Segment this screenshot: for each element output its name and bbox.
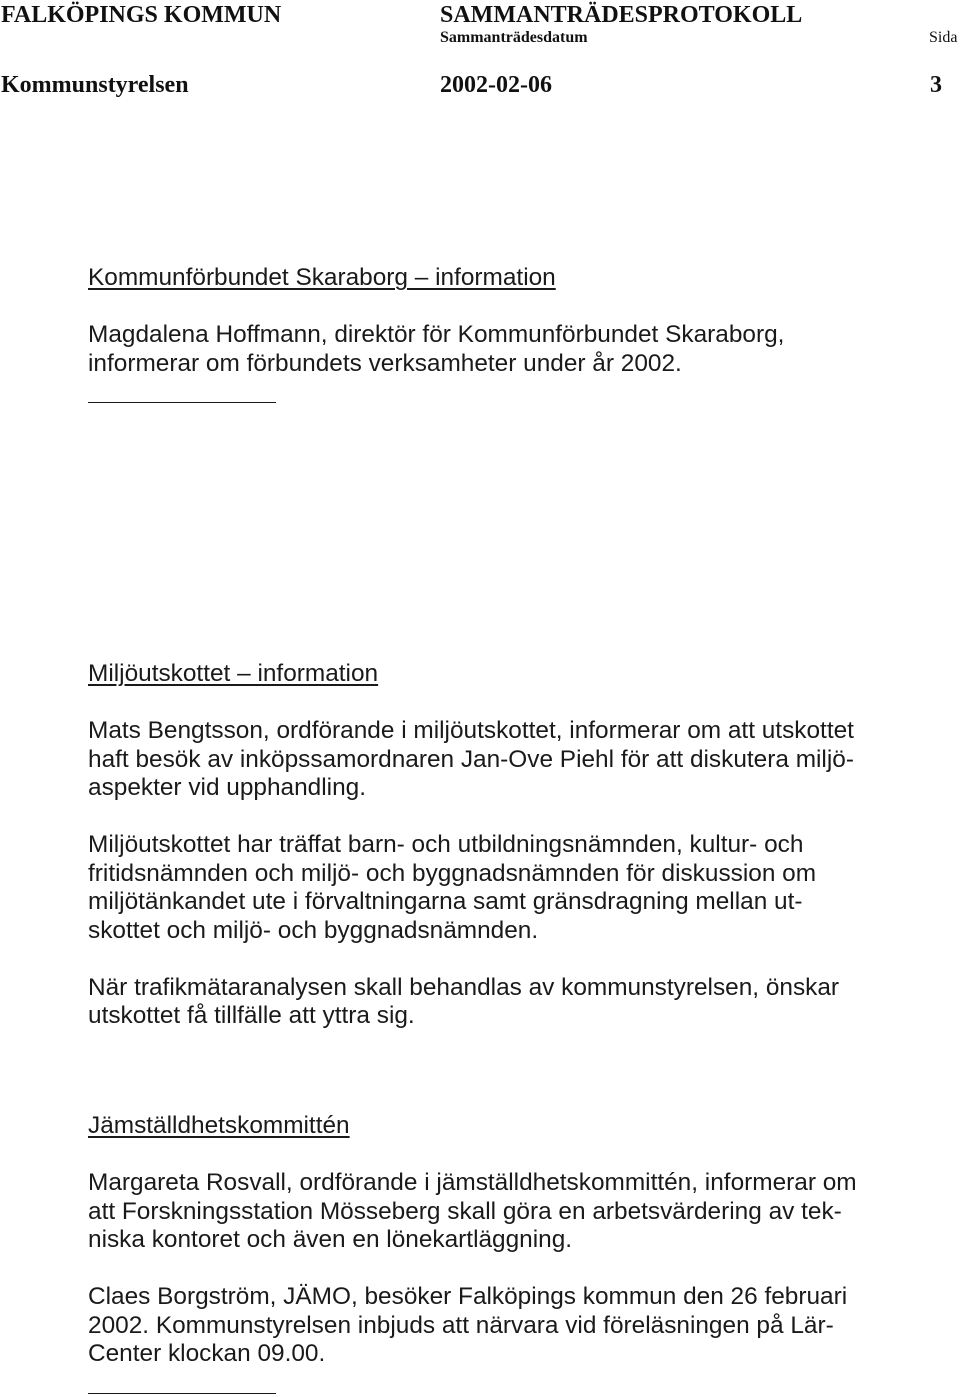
paragraph-line: aspekter vid upphandling.: [88, 774, 366, 801]
paragraph-line: att Forskningsstation Mösseberg skall göra en arbetsvärdering av tek-: [88, 1197, 842, 1225]
paragraph-line: skottet och miljö- och byggnadsnämnden.: [88, 916, 539, 944]
paragraph: [88, 831, 854, 945]
paragraph-line: utskottet få tillfälle att yttra sig.: [88, 1002, 415, 1029]
committee-name: Kommunstyrelsen: [1, 72, 189, 98]
paragraph-line: 2002. Kommunstyrelsen inbjuds att närvara vid föreläsningen på Lär-: [88, 1311, 834, 1339]
meeting-date-label: Sammanträdesdatum: [440, 29, 588, 46]
page-number: 3: [930, 72, 942, 98]
paragraph-line: haft besök av inköpssamordnaren Jan-Ove Piehl för att diskutera miljö-: [88, 745, 854, 773]
section-heading: Jämställdhetskommittén: [88, 1112, 350, 1139]
paragraph-line: Center klockan 09.00.: [88, 1340, 326, 1367]
section-jamstalldhetskommitten: [88, 1112, 857, 1394]
page-label: Sida: [929, 29, 958, 46]
section-kommunforbundet: [88, 264, 784, 403]
municipality-name: FALKÖPINGS KOMMUN: [1, 2, 282, 28]
section-heading: Miljöutskottet – information: [88, 660, 379, 687]
paragraph-line: miljötänkandet ute i förvaltningarna samt gränsdragning mellan ut-: [88, 888, 803, 915]
paragraph: [88, 717, 854, 803]
section-separator: [88, 402, 276, 403]
paragraph-line: Miljöutskottet har träffat barn- och utbildningsnämnden, kultur- och: [88, 831, 804, 858]
paragraph: [88, 321, 784, 378]
paragraph-line: Magdalena Hoffmann, direktör för Kommunförbundet Skaraborg,: [88, 321, 785, 348]
section-miljoutskottet: [88, 660, 854, 1031]
paragraph-line: Margareta Rosvall, ordförande i jämställdhetskommittén, informerar om: [88, 1169, 857, 1196]
document-type: SAMMANTRÄDESPROTOKOLL: [440, 2, 803, 28]
paragraph-line: niska kontoret och även en lönekartläggning.: [88, 1226, 573, 1253]
section-heading: Kommunförbundet Skaraborg – information: [88, 264, 556, 291]
paragraph-line: När trafikmätaranalysen skall behandlas av kommunstyrelsen, önskar: [88, 973, 840, 1001]
paragraph: [88, 1283, 857, 1369]
paragraph-line: Mats Bengtsson, ordförande i miljöutskottet, informerar om att utskottet: [88, 717, 854, 744]
paragraph: [88, 1169, 857, 1255]
meeting-date: 2002-02-06: [440, 72, 552, 98]
paragraph-line: Claes Borgström, JÄMO, besöker Falköpings kommun den 26 februari: [88, 1283, 848, 1310]
section-separator: [88, 1393, 276, 1394]
paragraph-line: fritidsnämnden och miljö- och byggnadsnämnden för diskussion om: [88, 859, 817, 887]
paragraph-line: informerar om förbundets verksamheter under år 2002.: [88, 349, 682, 377]
paragraph: [88, 974, 854, 1031]
